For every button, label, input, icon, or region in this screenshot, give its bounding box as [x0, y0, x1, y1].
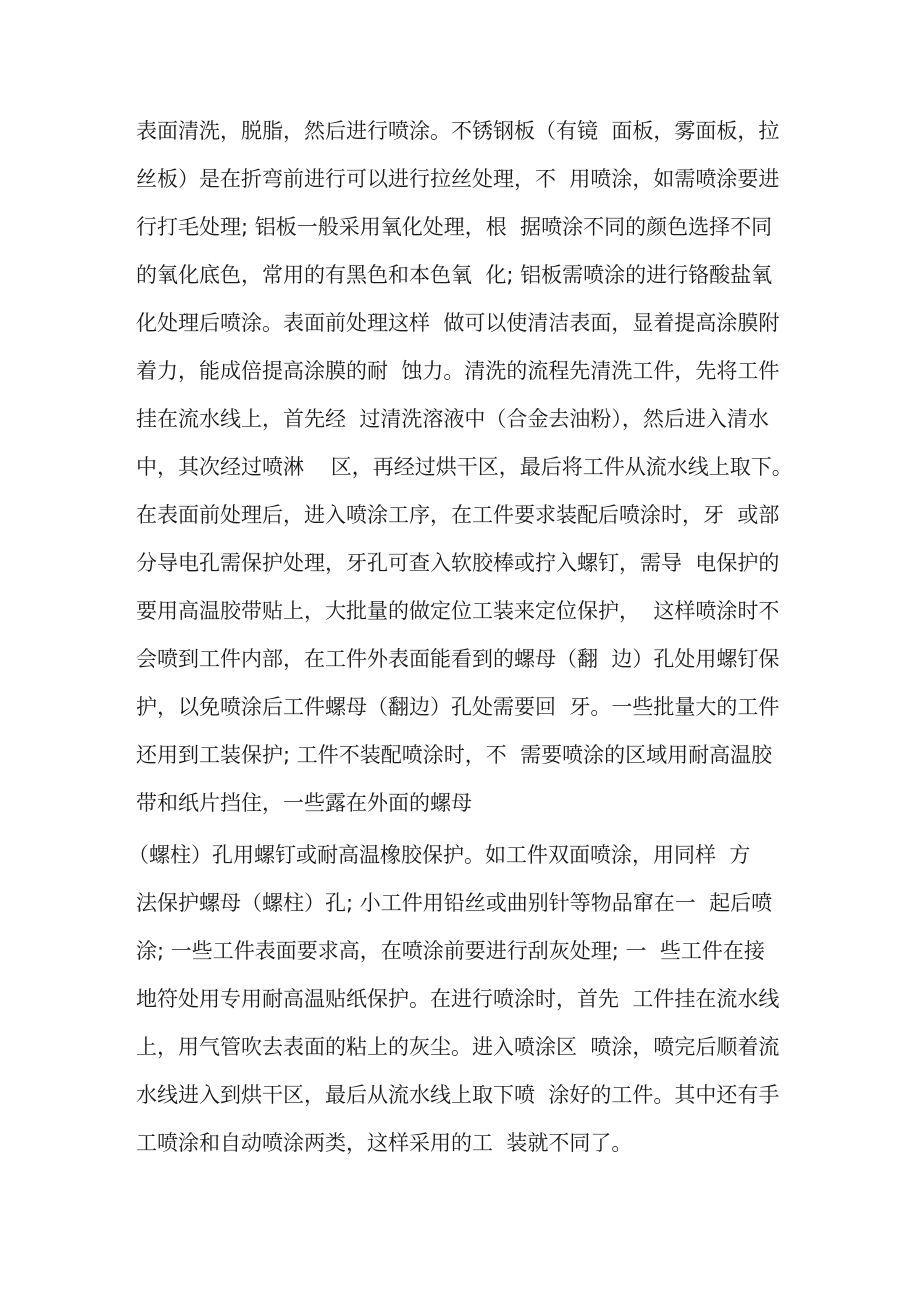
text-line: 带和纸片挡住，一些露在外面的螺母 — [136, 791, 472, 815]
text-line: 会喷到工件内部，在工件外表面能看到的螺母（翻 边）孔处用螺钉保 — [136, 647, 780, 671]
text-line: 上，用气管吹去表面的粘上的灰尘。进入喷涂区 喷涂，喷完后顺着流 — [136, 1035, 780, 1059]
text-line: （螺柱）孔用螺钉或耐高温橡胶保护。如工件双面喷涂，用同样 方 — [128, 843, 751, 867]
text-line: 分导电孔需保护处理，牙孔可查入软胶棒或拧入螺钉，需导 电保护的 — [136, 551, 780, 575]
text-line: 法保护螺母（螺柱）孔; 小工件用铅丝或曲别针等物品窜在一 起后喷 — [136, 891, 773, 915]
text-line: 要用高温胶带贴上，大批量的做定位工装来定位保护， 这样喷涂时不 — [136, 599, 780, 623]
text-line: 挂在流水线上，首先经 过清洗溶液中（合金去油粉），然后进入清水 — [136, 407, 769, 431]
text-line: 中，其次经过喷淋 区，再经过烘干区，最后将工件从流水线上取下。 — [136, 455, 793, 479]
text-line: 水线进入到烘干区，最后从流水线上取下喷 涂好的工件。其中还有手 — [136, 1083, 780, 1107]
text-line: 行打毛处理; 铝板一般采用氧化处理，根 据喷涂不同的颜色选择不同 — [136, 215, 773, 239]
text-line: 还用到工装保护; 工件不装配喷涂时，不 需要喷涂的区域用耐高温胶 — [136, 743, 773, 767]
text-line: 丝板）是在折弯前进行可以进行拉丝处理，不 用喷涂，如需喷涂要进 — [136, 167, 780, 191]
text-line: 涂; 一些工件表面要求高，在喷涂前要进行刮灰处理; 一 些工件在接 — [136, 939, 765, 963]
text-line: 护，以免喷涂后工件螺母（翻边）孔处需要回 牙。一些批量大的工件 — [136, 695, 780, 719]
text-line: 的氧化底色，常用的有黑色和本色氧 化; 铝板需喷涂的进行铬酸盐氧 — [136, 263, 773, 287]
text-line: 着力，能成倍提高涂膜的耐 蚀力。清洗的流程先清洗工件，先将工件 — [136, 359, 780, 383]
text-line: 表面清洗，脱脂，然后进行喷涂。不锈钢板（有镜 面板，雾面板，拉 — [136, 119, 780, 143]
text-line: 化处理后喷涂。表面前处理这样 做可以使清洁表面，显着提高涂膜附 — [136, 311, 780, 335]
text-line: 工喷涂和自动喷涂两类，这样采用的工 装就不同了。 — [136, 1131, 633, 1155]
text-line: 地符处用专用耐高温贴纸保护。在进行喷涂时，首先 工件挂在流水线 — [136, 987, 780, 1011]
text-line: 在表面前处理后，进入喷涂工序，在工件要求装配后喷涂时，牙 或部 — [136, 503, 780, 527]
